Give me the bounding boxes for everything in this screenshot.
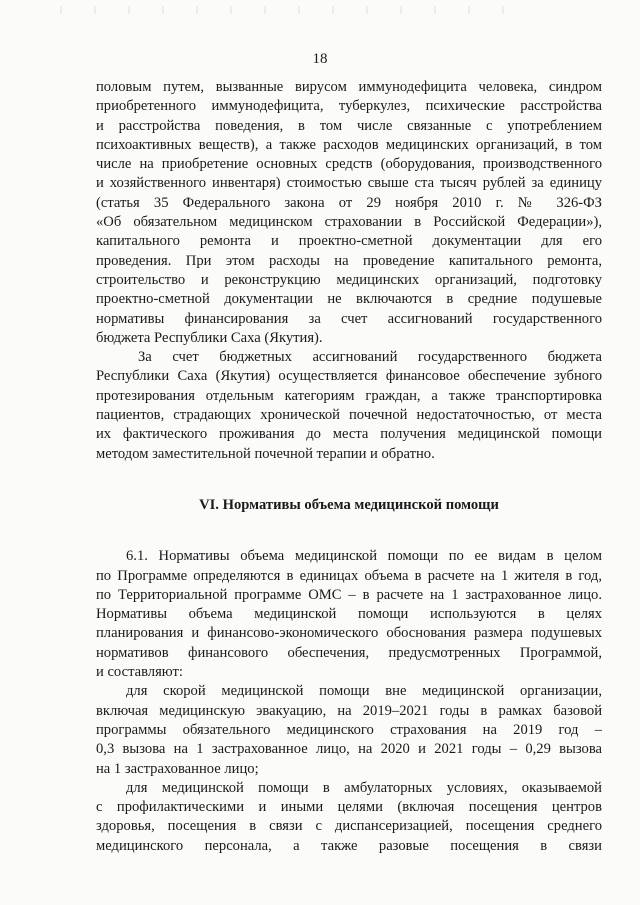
page-number: 18 — [312, 51, 328, 67]
section-heading: VI. Нормативы объема медицинской помощи — [199, 496, 499, 513]
text-line: для медицинской помощи в амбулаторных условиях, оказываемой — [126, 779, 602, 796]
text-line: планирования и финансово-экономического обоснования размера подушевых — [96, 625, 602, 642]
text-line: пациентов, страдающих хронической почечной недостаточностью, от места — [96, 407, 602, 424]
text-line: Республики Саха (Якутия) осуществляется финансовое обеспечение зубного — [96, 368, 602, 385]
text-line: 6.1. Нормативы объема медицинской помощи по ее видам в целом — [126, 548, 602, 565]
text-line: для скорой медицинской помощи вне медицинской организации, — [126, 683, 602, 700]
text-line: бюджета Республики Саха (Якутия). — [96, 329, 323, 346]
text-line: проектно-сметной документации не включаются в средние подушевые — [96, 291, 602, 308]
text-line: 0,3 вызова на 1 застрахованное лицо, на 2020 и 2021 годы – 0,29 вызова — [96, 741, 602, 758]
text-line: включая медицинскую эвакуацию, на 2019–2021 годы в рамках базовой — [96, 702, 602, 719]
text-line: Нормативы объема медицинской помощи используются в целях — [96, 606, 602, 623]
text-line: медицинского персонала, а также разовые посещения в связи — [96, 837, 602, 854]
text-line: проведения. При этом расходы на проведение капитального ремонта, — [96, 252, 602, 269]
paragraph-2 — [96, 348, 602, 464]
document-body — [96, 78, 602, 856]
text-line: капитального ремонта и проектно-сметной документации для его — [96, 233, 602, 250]
text-line: и составляют: — [96, 664, 183, 681]
text-line: (статья 35 Федерального закона от 29 ноября 2010 г. № 326-ФЗ — [96, 194, 602, 211]
text-line: по Территориальной программе ОМС – в расчете на 1 застрахованное лицо. — [96, 586, 602, 603]
text-line: приобретенного иммунодефицита, туберкулез, психические расстройства — [96, 98, 602, 115]
text-line: методом заместительной почечной терапии и обратно. — [96, 445, 435, 462]
text-line: и расстройства поведения, в том числе связанные с употреблением — [96, 117, 602, 134]
paragraph-4 — [96, 682, 602, 778]
text-line: психоактивных веществ), а также расходов медицинских организаций, в том — [96, 136, 602, 153]
text-line: протезирования отдельным категориям граждан, а также транспортировка — [96, 387, 602, 404]
paragraph-5 — [96, 779, 602, 856]
text-line: «Об обязательном медицинском страховании в Российской Федерации»), — [96, 214, 602, 231]
text-line: здоровья, посещения в связи с диспансеризацией, посещения среднего — [96, 818, 602, 835]
text-line: программы обязательного медицинского страхования на 2019 год – — [96, 721, 602, 738]
text-line: нормативов финансового обеспечения, предусмотренных Программой, — [96, 644, 602, 661]
text-line: половым путем, вызванные вирусом иммунодефицита человека, синдром — [96, 79, 602, 95]
scan-artifact — [60, 6, 530, 14]
text-line: на 1 застрахованное лицо; — [96, 760, 259, 777]
text-line: нормативы финансирования за счет ассигнований государственного — [96, 310, 602, 327]
text-line: их фактического проживания до места получения медицинской помощи — [96, 426, 602, 443]
paragraph-3 — [96, 547, 602, 682]
text-line: с профилактическими и иными целями (включая посещения центров — [96, 799, 602, 816]
text-line: по Программе определяются в единицах объема в расчете на 1 жителя в год, — [96, 567, 602, 584]
paragraph-1 — [96, 78, 602, 348]
text-line: За счет бюджетных ассигнований государственного бюджета — [138, 349, 602, 366]
text-line: и хозяйственного инвентаря) стоимостью свыше ста тысяч рублей за единицу — [96, 175, 602, 192]
text-line: строительство и реконструкцию медицинских организаций, подготовку — [96, 271, 602, 288]
text-line: числе на приобретение основных средств (оборудования, производственного — [96, 156, 602, 173]
